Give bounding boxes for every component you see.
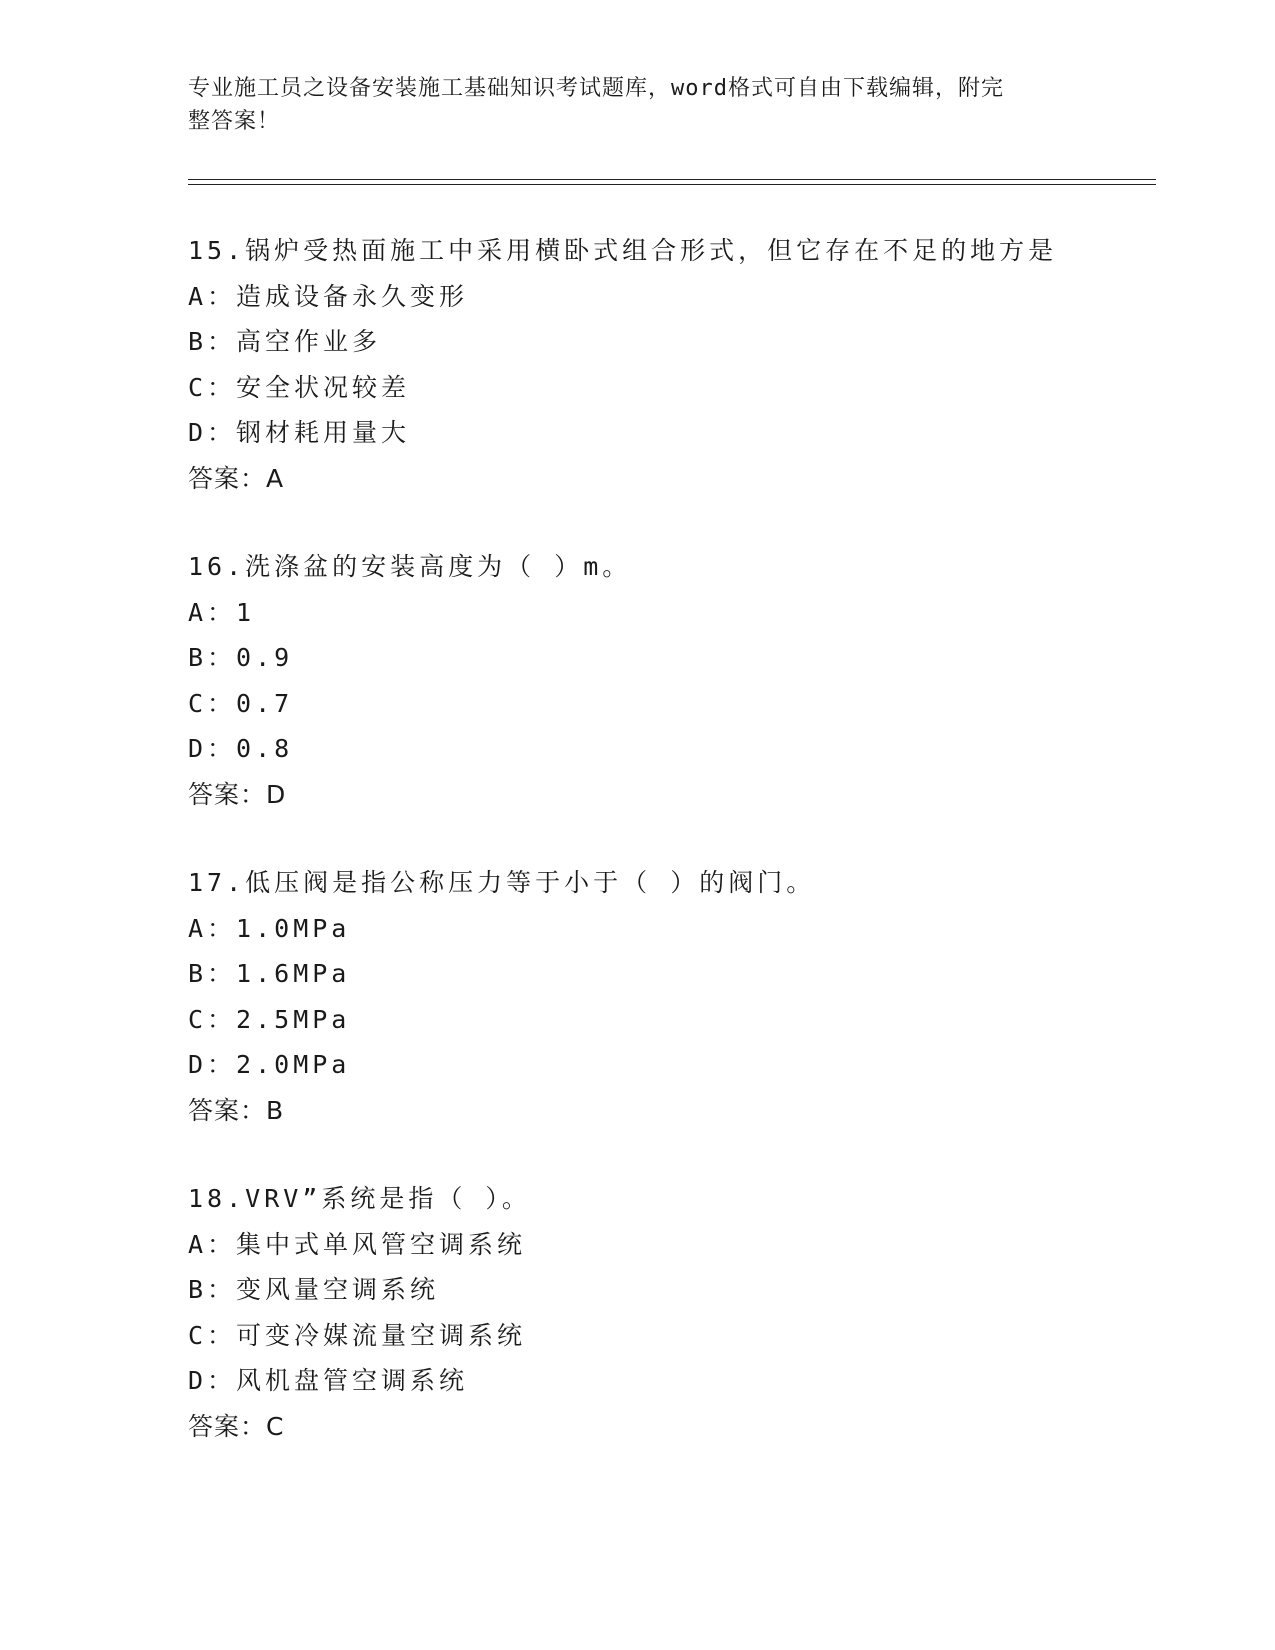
- header-divider-top: [188, 179, 1156, 180]
- question-16: [188, 544, 1148, 817]
- question-stem: 18.VRV”系统是指（ ）。: [188, 1184, 531, 1213]
- header-line-1: 专业施工员之设备安装施工基础知识考试题库，word格式可自由下载编辑，附完: [188, 76, 1004, 101]
- question-stem: 17.低压阀是指公称压力等于小于（ ）的阀门。: [188, 868, 816, 897]
- option-a: A：1: [188, 597, 256, 627]
- option-d: D：0.8: [188, 734, 294, 763]
- option-b: B：高空作业多: [188, 327, 382, 356]
- option-d: D：风机盘管空调系统: [188, 1366, 469, 1395]
- option-c: C：2.5MPa: [188, 1004, 351, 1034]
- header-divider-bottom: [188, 184, 1156, 185]
- answer: 答案：C: [188, 1411, 285, 1441]
- option-b: B：1.6MPa: [188, 959, 351, 988]
- header-line-2: 整答案！: [188, 109, 281, 134]
- option-a: A：造成设备永久变形: [188, 281, 469, 311]
- answer: 答案：A: [188, 463, 285, 493]
- option-c: C：0.7: [188, 688, 294, 718]
- document-header: [188, 72, 1068, 138]
- question-18: [188, 1176, 1148, 1449]
- question-stem: 16.洗涤盆的安装高度为（ ）m。: [188, 552, 632, 581]
- option-c: C：安全状况较差: [188, 372, 411, 402]
- answer: 答案：D: [188, 779, 287, 809]
- option-b: B：变风量空调系统: [188, 1275, 440, 1304]
- question-stem: 15.锅炉受热面施工中采用横卧式组合形式，但它存在不足的地方是: [188, 236, 1058, 265]
- option-c: C：可变冷媒流量空调系统: [188, 1320, 527, 1350]
- answer: 答案：B: [188, 1095, 285, 1125]
- option-b: B：0.9: [188, 643, 294, 672]
- option-d: D：2.0MPa: [188, 1050, 351, 1079]
- option-d: D：钢材耗用量大: [188, 418, 411, 447]
- question-15: [188, 228, 1148, 501]
- option-a: A：1.0MPa: [188, 913, 351, 943]
- option-a: A：集中式单风管空调系统: [188, 1229, 527, 1259]
- question-17: [188, 860, 1148, 1133]
